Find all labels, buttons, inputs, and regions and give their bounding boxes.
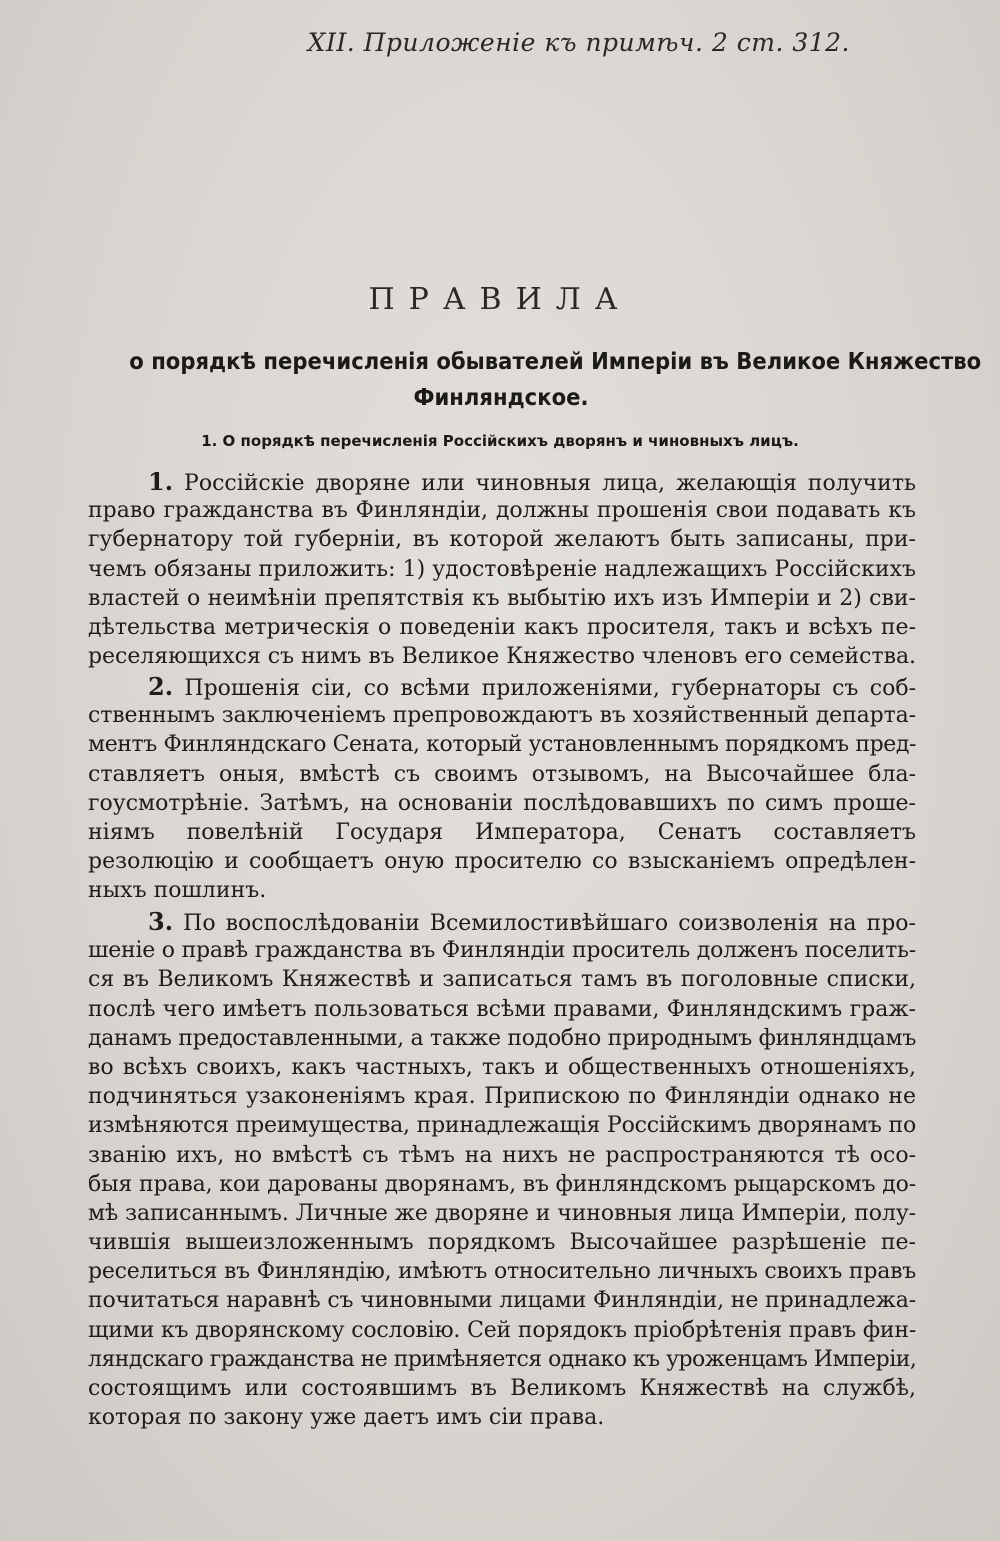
page-title: ПРАВИЛА — [368, 282, 632, 317]
paragraph-line: Прошенія сіи, со всѣми приложеніями, губернаторы съ соб- — [184, 676, 917, 701]
paragraph-line: ственнымъ заключеніемъ препровождаютъ въ хозяйственный департа- — [88, 703, 916, 729]
paragraph-line: во всѣхъ своихъ, какъ частныхъ, такъ и общественныхъ отношеніяхъ, — [88, 1054, 916, 1080]
paragraph-line: которая по закону уже даетъ имъ сіи права. — [88, 1405, 605, 1431]
paragraph-2 — [88, 672, 916, 906]
paragraph-line: властей о неимѣніи препятствія къ выбытію ихъ изъ Имперіи и 2) сви- — [88, 585, 916, 611]
paragraph-line: Россійскіе дворяне или чиновныя лица, желающія получить — [184, 471, 916, 496]
paragraph-line: гоусмотрѣніе. Затѣмъ, на основаніи послѣдовавшихъ по симъ проше- — [88, 790, 916, 816]
paragraph-line: ніямъ повелѣній Государя Императора, Сенатъ составляетъ — [88, 819, 916, 845]
paragraph-1 — [88, 467, 916, 671]
paragraph-line: губернатору той губерніи, въ которой желаютъ быть записаны, при- — [88, 527, 916, 553]
paragraph-line: чившія вышеизложеннымъ порядкомъ Высочайшее разрѣшеніе пе- — [88, 1230, 916, 1256]
paragraph-line: мѣ записаннымъ. Личные же дворяне и чиновныя лица Имперіи, полу- — [88, 1200, 916, 1226]
paragraph-line: подчиняться узаконеніямъ края. Припискою по Финляндіи однако не — [88, 1084, 916, 1110]
paragraph-line: право гражданства въ Финляндіи, должны прошенія свои подавать къ — [88, 498, 916, 524]
paragraph-line: дѣтельства метрическія о поведеніи какъ просителя, такъ и всѣхъ пе- — [88, 614, 916, 640]
paragraph-number: 2. — [148, 672, 174, 701]
paragraph-line: шеніе о правѣ гражданства въ Финляндіи проситель долженъ поселить- — [88, 938, 917, 964]
section-heading: 1. О порядкѣ перечисленія Россійскихъ дворянъ и чиновныхъ лицъ. — [201, 432, 799, 450]
paragraph-line: измѣняются преимущества, принадлежащія Россійскимъ дворянамъ по — [88, 1113, 916, 1139]
paragraph-line: званію ихъ, но вмѣстѣ съ тѣмъ на нихъ не распространяются тѣ осо- — [88, 1142, 916, 1168]
subtitle-line: Финляндское. — [413, 383, 589, 411]
paragraph-line: ся въ Великомъ Княжествѣ и записаться тамъ въ поголовные списки, — [88, 967, 916, 993]
paragraph-line: ныхъ пошлинъ. — [88, 878, 267, 904]
paragraph-line: реселиться въ Финляндію, имѣютъ относительно личныхъ своихъ правъ — [88, 1259, 917, 1285]
paragraph-line: ляндскаго гражданства не примѣняется однако къ уроженцамъ Имперіи, — [88, 1346, 917, 1372]
paragraph-number: 1. — [148, 467, 174, 496]
paragraph-line: ментъ Финляндскаго Сената, который установленнымъ порядкомъ пред- — [88, 732, 916, 758]
paragraph-line: щими къ дворянскому сословію. Сей порядокъ пріобрѣтенія правъ фин- — [88, 1317, 917, 1343]
paragraph-line: быя права, кои дарованы дворянамъ, въ финляндскомъ рыцарскомъ до- — [88, 1171, 916, 1197]
paragraph-3 — [88, 907, 916, 1432]
paragraph-line: реселяющихся съ нимъ въ Великое Княжество членовъ его семейства. — [88, 644, 916, 670]
paragraph-line: резолюцію и сообщаетъ оную просителю со взысканіемъ опредѣлен- — [88, 849, 916, 875]
running-head: XII. Приложеніе къ примѣч. 2 ст. 312. — [307, 28, 850, 57]
subtitle-line: о порядкѣ перечисленія обывателей Имперіи въ Великое Княжество — [129, 347, 982, 375]
paragraph-line: чемъ обязаны приложить: 1) удостовѣреніе надлежащихъ Россійскихъ — [88, 556, 916, 582]
paragraph-number: 3. — [148, 907, 174, 936]
paragraph-line: почитаться наравнѣ съ чиновными лицами Финляндіи, не принадлежа- — [88, 1288, 917, 1314]
paragraph-line: послѣ чего имѣетъ пользоваться всѣми правами, Финляндскимъ граж- — [88, 996, 916, 1022]
paragraph-line: данамъ предоставленными, а также подобно природнымъ финляндцамъ — [88, 1025, 916, 1051]
paragraph-line: По воспослѣдованіи Всемилостивѣйшаго соизволенія на про- — [183, 911, 916, 936]
paragraph-line: состоящимъ или состоявшимъ въ Великомъ Княжествѣ на службѣ, — [88, 1376, 916, 1401]
paragraph-line: ставляетъ оныя, вмѣстѣ съ своимъ отзывомъ, на Высочайшее бла- — [88, 761, 916, 787]
subtitle — [129, 343, 982, 415]
